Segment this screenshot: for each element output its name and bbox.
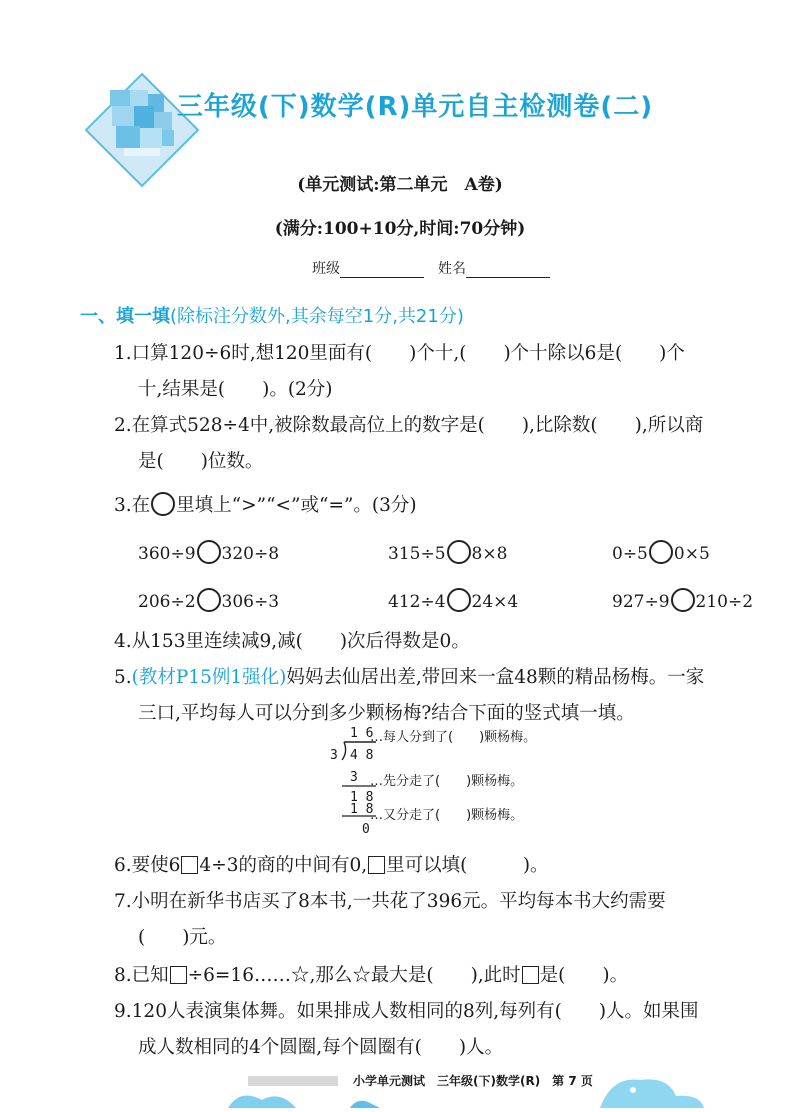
question-8: [114, 958, 778, 994]
question-6-prefix: 6.要使6: [114, 855, 181, 876]
comparison-right: 0×5: [673, 544, 710, 564]
student-info-line: [312, 258, 564, 278]
name-blank[interactable]: [466, 263, 550, 278]
footer-text: 小学单元测试 三年级(下)数学(R) 第 7 页: [353, 1074, 593, 1088]
question-8-middle: ÷6=16……☆,那么☆最大是( ),此时: [187, 965, 521, 986]
division-note-2: …先分走了( )颗杨梅。: [370, 774, 524, 789]
comparison-item: [138, 588, 279, 612]
answer-circle[interactable]: [671, 588, 695, 612]
section-note: (除标注分数外,其余每空1分,共21分): [170, 306, 464, 327]
square-blank-icon: [522, 966, 539, 984]
section-title: 一、填一填: [80, 306, 170, 327]
question-8-suffix: 是( )。: [539, 965, 629, 986]
name-label: 姓名: [438, 261, 466, 277]
question-1-line1: 1.口算120÷6时,想120里面有( )个十,( )个十除以6是( )个: [114, 343, 685, 364]
question-3-prefix: 3.在: [114, 495, 151, 516]
comparison-right: 320÷8: [221, 544, 280, 564]
square-blank-icon: [368, 856, 385, 874]
comparison-right: 210÷2: [695, 592, 754, 612]
comparison-right: 306÷3: [221, 592, 280, 612]
question-2-line2: 是( )位数。: [138, 451, 264, 472]
circle-blank-icon: [151, 492, 175, 516]
comparison-right: 24×4: [471, 592, 519, 612]
question-6: [114, 848, 778, 884]
comparison-right: 8×8: [471, 544, 508, 564]
division-step-3: 1 8: [350, 802, 374, 817]
comparison-item: [612, 588, 753, 612]
question-5-text: 妈妈去仙居出差,带回来一盒48颗的精品杨梅。一家: [286, 667, 705, 688]
exam-subtitle-unit: (单元测试:第二单元 A卷): [297, 175, 503, 195]
long-division: [328, 726, 588, 842]
question-7-line1: 7.小明在新华书店买了8本书,一共花了396元。平均每本书大约需要: [114, 891, 666, 912]
answer-circle[interactable]: [447, 588, 471, 612]
exam-subtitle-score-time: (满分:100+10分,时间:70分钟): [274, 219, 526, 239]
class-blank[interactable]: [340, 263, 424, 278]
textbook-reference-tag: (教材P15例1强化): [131, 667, 287, 688]
division-dividend: 4 8: [350, 748, 374, 763]
comparison-left: 315÷5: [388, 544, 446, 564]
division-note-3: …又分走了( )颗杨梅。: [370, 808, 524, 823]
comparison-left: 360÷9: [138, 544, 196, 564]
question-1-line2: 十,结果是( )。(2分): [138, 379, 333, 400]
division-note-1: …每人分到了( )颗杨梅。: [370, 730, 537, 745]
question-3: [114, 488, 778, 524]
comparison-item: [612, 540, 710, 564]
division-divisor: 3: [330, 748, 338, 763]
exam-title: 三年级(下)数学(R)单元自主检测卷(二): [176, 92, 654, 122]
question-2-line1: 2.在算式528÷4中,被除数最高位上的数字是( ),比除数( ),所以商: [114, 415, 704, 436]
question-7-line2: ( )元。: [138, 927, 227, 948]
comparison-left: 412÷4: [388, 592, 446, 612]
question-5-line2: 三口,平均每人可以分到多少颗杨梅?结合下面的竖式填一填。: [138, 703, 635, 724]
comparison-left: 0÷5: [612, 544, 648, 564]
question-6-suffix: 里可以填( )。: [386, 855, 549, 876]
question-6-middle: 4÷3的商的中间有0,: [199, 855, 368, 876]
division-remainder: 0: [362, 822, 370, 837]
comparison-left: 927÷9: [612, 592, 670, 612]
answer-circle[interactable]: [447, 540, 471, 564]
answer-circle[interactable]: [197, 540, 221, 564]
square-blank-icon[interactable]: [170, 966, 187, 984]
division-step-2: 1 8: [350, 790, 374, 805]
comparison-left: 206÷2: [138, 592, 196, 612]
question-8-prefix: 8.已知: [114, 965, 169, 986]
comparison-item: [138, 540, 279, 564]
class-label: 班级: [312, 261, 340, 277]
comparison-item: [388, 540, 507, 564]
question-5-line1: 5.(教材P15例1强化)妈妈去仙居出差,带回来一盒48颗的精品杨梅。一家: [114, 667, 705, 688]
answer-circle[interactable]: [197, 588, 221, 612]
question-4: 4.从153里连续减9,减( )次后得数是0。: [114, 631, 470, 652]
comparison-item: [388, 588, 518, 612]
question-3-suffix: 里填上“>”“<”或“=”。(3分): [176, 495, 417, 516]
square-blank-icon[interactable]: [181, 856, 198, 874]
answer-circle[interactable]: [649, 540, 673, 564]
division-step-1: 3: [350, 770, 358, 785]
question-9-line1: 9.120人表演集体舞。如果排成人数相同的8列,每列有( )人。如果围: [114, 1001, 699, 1022]
question-9-line2: 成人数相同的4个圆圈,每个圆圈有( )人。: [138, 1037, 504, 1058]
section-heading: [80, 302, 464, 328]
division-quotient: 1 6: [350, 726, 374, 741]
